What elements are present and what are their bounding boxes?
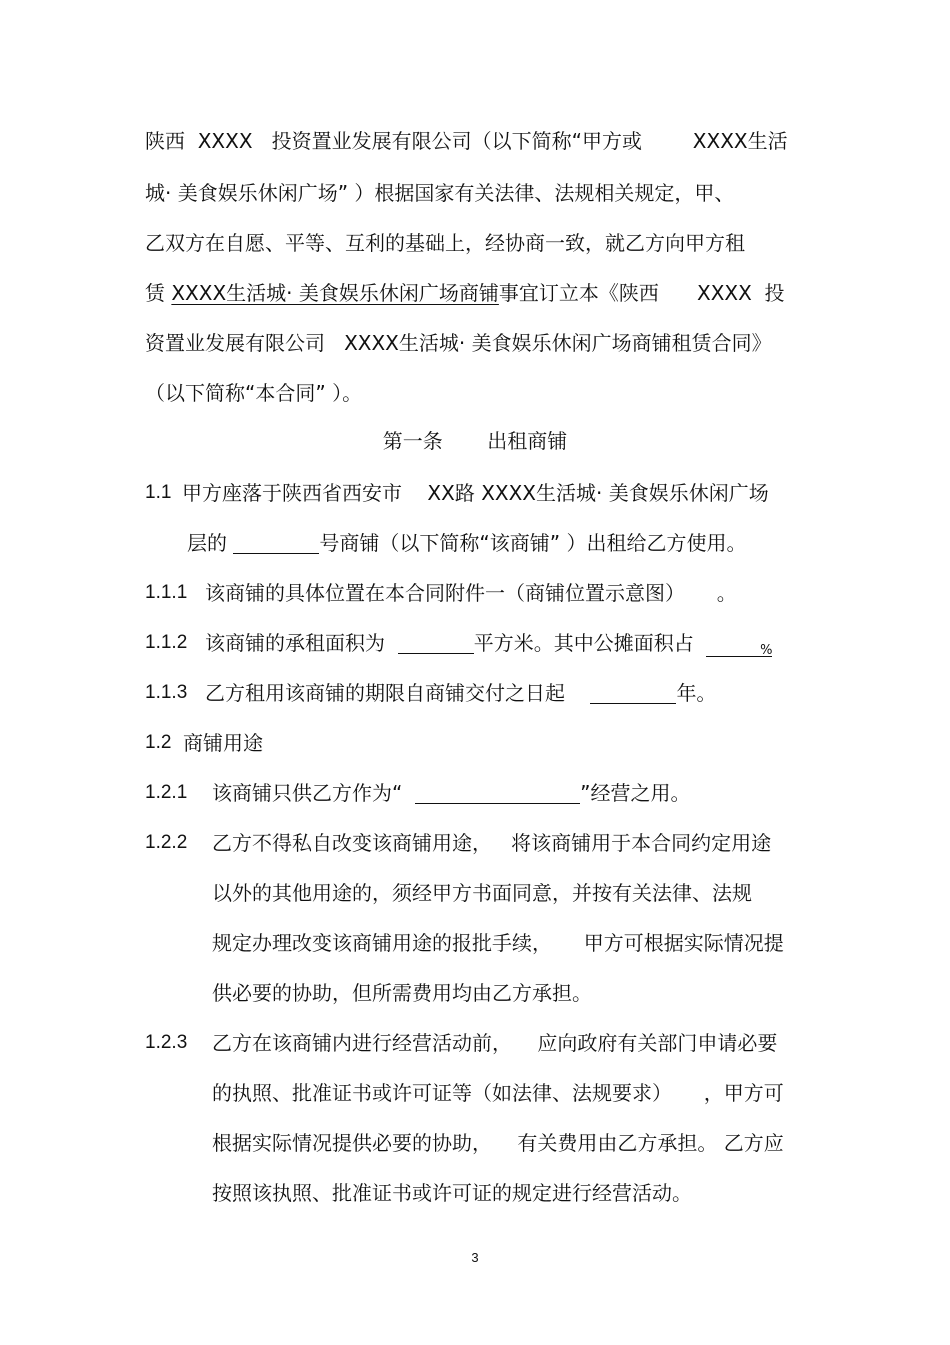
- clause-number: 1.2.1: [145, 782, 188, 803]
- clause-1-2-2-line-2: 以外的其他用途的，须经甲方书面同意，并按有关法律、法规: [212, 881, 752, 905]
- percent-sign: %: [760, 643, 773, 658]
- article-title: 第一条 出租商铺: [382, 429, 568, 453]
- clause-1-1-text: 甲方座落于陕西省西安市 XX路 XXXX生活城· 美食娱乐休闲广场: [182, 481, 769, 505]
- intro-line-5: 资置业发展有限公司 XXXX生活城· 美食娱乐休闲广场商铺租赁合同》: [145, 331, 772, 355]
- intro-line-4-prefix: 赁: [145, 281, 172, 305]
- intro-line-4-suffix: 事宜订立本《陕西 XXXX 投: [498, 281, 785, 305]
- clause-text-before: 该商铺只供乙方作为“: [212, 781, 416, 805]
- clause-1-1-continuation: [187, 526, 746, 560]
- clause-text-after: 年。: [676, 681, 717, 705]
- clause-text-before: 乙方租用该商铺的期限自商铺交付之日起: [205, 681, 591, 705]
- clause-1-2-2-line-3: 规定办理改变该商铺用途的报批手续， 甲方可根据实际情况提: [212, 931, 784, 955]
- clause-1-2-2-line-1: 乙方不得私自改变该商铺用途， 将该商铺用于本合同约定用途: [212, 831, 772, 855]
- clause-1-2-heading: 商铺用途: [183, 731, 263, 755]
- clause-text-before: 该商铺的承租面积为: [205, 631, 398, 655]
- term-years-blank: [590, 681, 676, 704]
- clause-1-2-1-text: [212, 776, 690, 810]
- clause-1-2-3-line-2: 的执照、批准证书或许可证等（如法律、法规要求） ，甲方可: [212, 1081, 784, 1105]
- clause-text-after: ”经营之用。: [580, 781, 691, 805]
- clause-number: 1.2: [145, 732, 172, 753]
- business-use-blank: [415, 781, 580, 804]
- clause-text-mid: 平方米。其中公摊面积占: [473, 631, 707, 655]
- shop-number-blank: [233, 531, 319, 554]
- intro-underlined-premises: XXXX生活城· 美食娱乐休闲广场商铺: [171, 281, 499, 305]
- clause-1-1-3-text: [205, 676, 716, 710]
- clause-number: 1.1.3: [145, 682, 188, 703]
- intro-line-2: 城· 美食娱乐休闲广场” ）根据国家有关法律、法规相关规定，甲、: [145, 181, 735, 205]
- clause-1-2-2-line-4: 供必要的协助，但所需费用均由乙方承担。: [212, 981, 592, 1005]
- clause-text-after: 号商铺（以下简称“该商铺” ）出租给乙方使用。: [319, 531, 747, 555]
- intro-line-1: 陕西 XXXX 投资置业发展有限公司（以下简称“甲方或 XXXX生活: [145, 129, 788, 153]
- clause-1-2-3-line-4: 按照该执照、批准证书或许可证的规定进行经营活动。: [212, 1181, 692, 1205]
- clause-number: 1.1: [145, 482, 172, 503]
- intro-line-4: [145, 276, 785, 310]
- clause-1-1-2-text: [205, 626, 772, 660]
- area-blank: [398, 631, 474, 654]
- intro-line-3: 乙双方在自愿、平等、互利的基础上，经协商一致，就乙方向甲方租: [145, 231, 745, 255]
- clause-1-2-3-line-1: 乙方在该商铺内进行经营活动前， 应向政府有关部门申请必要: [212, 1031, 778, 1055]
- clause-1-1-1-text: 该商铺的具体位置在本合同附件一（商铺位置示意图） 。: [205, 581, 737, 605]
- clause-number: 1.2.3: [145, 1032, 188, 1053]
- intro-line-6: （以下简称“本合同” ）。: [145, 381, 363, 405]
- clause-text-before: 层的: [187, 531, 234, 555]
- clause-number: 1.2.2: [145, 832, 188, 853]
- clause-number: 1.1.2: [145, 632, 188, 653]
- clause-number: 1.1.1: [145, 582, 188, 603]
- page-number: 3: [471, 1250, 479, 1265]
- clause-1-2-3-line-3: 根据实际情况提供必要的协助， 有关费用由乙方承担。 乙方应: [212, 1131, 784, 1155]
- share-percent-blank: [706, 634, 772, 657]
